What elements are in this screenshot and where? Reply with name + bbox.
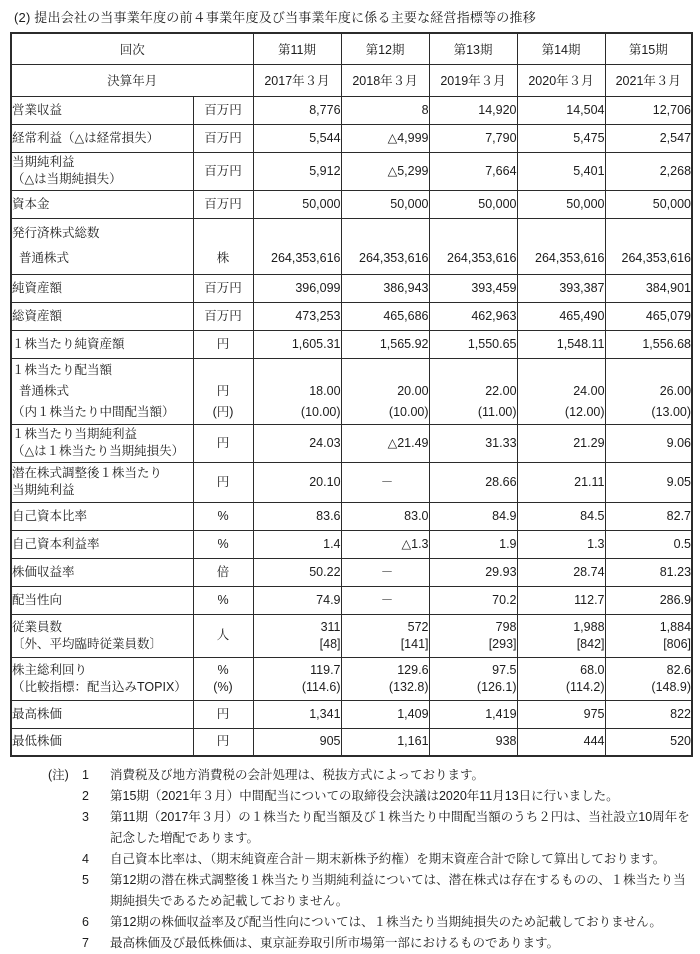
indicators-table — [10, 32, 693, 757]
row-label-cell: 総資産額 — [11, 302, 193, 330]
value-cell: 1,988 [842] — [517, 614, 605, 657]
round-label-cell: 回次 — [11, 33, 253, 64]
note-number: 4 — [82, 852, 89, 866]
value-cell: 29.93 — [429, 558, 517, 586]
fiscal-month-cell: 2017年３月 — [253, 64, 341, 96]
value-cell: 465,686 — [341, 302, 429, 330]
note-item — [48, 870, 691, 912]
table-row — [11, 462, 692, 502]
row-label-cell: 純資産額 — [11, 274, 193, 302]
row-label-cell: １株当たり純資産額 — [11, 330, 193, 358]
value-cell: 83.0 — [341, 502, 429, 530]
value-cell: 1,605.31 — [253, 330, 341, 358]
table-row — [11, 502, 692, 530]
value-cell: 8 — [341, 96, 429, 124]
value-cell: 5,475 — [517, 124, 605, 152]
value-cell: 798 [293] — [429, 614, 517, 657]
row-unit-cell: 人 — [193, 614, 253, 657]
table-row — [11, 657, 692, 700]
value-cell: 129.6 (132.8) — [341, 657, 429, 700]
value-cell: △5,299 — [341, 152, 429, 190]
value-cell: 1.3 — [517, 530, 605, 558]
table-row — [11, 190, 692, 218]
value-cell: 20.10 — [253, 462, 341, 502]
row-label-cell: 経常利益（△は経常損失） — [11, 124, 193, 152]
table-row — [11, 302, 692, 330]
value-cell: － — [341, 558, 429, 586]
row-unit-cell: 百万円 — [193, 302, 253, 330]
value-cell: 393,387 — [517, 274, 605, 302]
note-item — [48, 933, 691, 954]
value-cell: 462,963 — [429, 302, 517, 330]
period-header-cell: 第15期 — [605, 33, 692, 64]
row-label-cell: 株価収益率 — [11, 558, 193, 586]
table-row — [11, 96, 692, 124]
row-label-cell: 発行済株式総数 普通株式 — [11, 218, 193, 274]
note-item — [48, 912, 691, 933]
value-cell: 74.9 — [253, 586, 341, 614]
value-cell: △1.3 — [341, 530, 429, 558]
note-text: 自己資本比率は、（期末純資産合計－期末新株予約権）を期末資産合計で除して算出しております。 — [110, 852, 666, 866]
table-row — [11, 558, 692, 586]
value-cell: 81.23 — [605, 558, 692, 586]
note-text: 第11期（2017年３月）の１株当たり配当額及び１株当たり中間配当額のうち２円は、当社設立10周年を記念した増配であります。 — [110, 810, 690, 845]
table-row — [11, 614, 692, 657]
value-cell: 9.05 — [605, 462, 692, 502]
value-cell: 50,000 — [253, 190, 341, 218]
table-row — [11, 358, 692, 424]
value-cell: 24.00 (12.00) — [517, 358, 605, 424]
value-cell: 82.6 (148.9) — [605, 657, 692, 700]
value-cell: 572 [141] — [341, 614, 429, 657]
value-cell: 12,706 — [605, 96, 692, 124]
note-item — [48, 786, 691, 807]
note-marker: (注) — [48, 768, 69, 782]
row-label-cell: 株主総利回り （比較指標：配当込みTOPIX） — [11, 657, 193, 700]
value-cell: 286.9 — [605, 586, 692, 614]
value-cell: 9.06 — [605, 424, 692, 462]
note-number: 6 — [82, 915, 89, 929]
value-cell: 2,268 — [605, 152, 692, 190]
value-cell: 8,776 — [253, 96, 341, 124]
table-row — [11, 124, 692, 152]
value-cell: 1,419 — [429, 700, 517, 728]
table-row — [11, 218, 692, 274]
value-cell: 14,920 — [429, 96, 517, 124]
fiscal-month-cell: 2020年３月 — [517, 64, 605, 96]
value-cell: 7,664 — [429, 152, 517, 190]
value-cell: 1,556.68 — [605, 330, 692, 358]
row-unit-cell: 百万円 — [193, 124, 253, 152]
row-unit-cell: % (%) — [193, 657, 253, 700]
value-cell: 264,353,616 — [341, 218, 429, 274]
value-cell: △21.49 — [341, 424, 429, 462]
notes-section — [48, 765, 691, 954]
page-title: (2) 提出会社の当事業年度の前４事業年度及び当事業年度に係る主要な経営指標等の推移 — [14, 10, 536, 25]
note-text: 最高株価及び最低株価は、東京証券取引所市場第一部におけるものであります。 — [110, 936, 560, 950]
note-text: 第12期の潜在株式調整後１株当たり当期純利益については、潜在株式は存在するものの、１株当たり当期純損失であるため記載しておりません。 — [110, 873, 686, 908]
value-cell: 7,790 — [429, 124, 517, 152]
value-cell: 264,353,616 — [605, 218, 692, 274]
value-cell: 21.11 — [517, 462, 605, 502]
value-cell: 905 — [253, 728, 341, 756]
fiscal-month-cell: 2021年３月 — [605, 64, 692, 96]
note-text: 消費税及び地方消費税の会計処理は、税抜方式によっております。 — [110, 768, 485, 782]
value-cell: 24.03 — [253, 424, 341, 462]
table-row — [11, 330, 692, 358]
value-cell: 112.7 — [517, 586, 605, 614]
period-header-cell: 第13期 — [429, 33, 517, 64]
value-cell: 20.00 (10.00) — [341, 358, 429, 424]
note-item — [48, 765, 691, 786]
value-cell: 5,544 — [253, 124, 341, 152]
row-label-cell: 最高株価 — [11, 700, 193, 728]
value-cell: 50,000 — [429, 190, 517, 218]
value-cell: △4,999 — [341, 124, 429, 152]
fiscal-month-cell: 2019年３月 — [429, 64, 517, 96]
row-label-cell: １株当たり配当額 普通株式 （内１株当たり中間配当額） — [11, 358, 193, 424]
value-cell: 1.4 — [253, 530, 341, 558]
value-cell: 1,409 — [341, 700, 429, 728]
value-cell: 18.00 (10.00) — [253, 358, 341, 424]
value-cell: 384,901 — [605, 274, 692, 302]
row-label-cell: 最低株価 — [11, 728, 193, 756]
row-label-cell: １株当たり当期純利益 （△は１株当たり当期純損失） — [11, 424, 193, 462]
value-cell: 1,161 — [341, 728, 429, 756]
row-unit-cell: % — [193, 502, 253, 530]
value-cell: 5,401 — [517, 152, 605, 190]
value-cell: 1,341 — [253, 700, 341, 728]
period-header-cell: 第14期 — [517, 33, 605, 64]
value-cell: 97.5 (126.1) — [429, 657, 517, 700]
note-number: 2 — [82, 789, 89, 803]
value-cell: 119.7 (114.6) — [253, 657, 341, 700]
value-cell: 396,099 — [253, 274, 341, 302]
value-cell: 0.5 — [605, 530, 692, 558]
value-cell: 82.7 — [605, 502, 692, 530]
table-row — [11, 700, 692, 728]
row-unit-cell: 百万円 — [193, 152, 253, 190]
row-label-cell: 従業員数 〔外、平均臨時従業員数〕 — [11, 614, 193, 657]
value-cell: 26.00 (13.00) — [605, 358, 692, 424]
note-number: 3 — [82, 810, 89, 824]
row-unit-cell: % — [193, 586, 253, 614]
table-row — [11, 152, 692, 190]
value-cell: 264,353,616 — [517, 218, 605, 274]
value-cell: 444 — [517, 728, 605, 756]
value-cell: 50,000 — [517, 190, 605, 218]
period-header-cell: 第12期 — [341, 33, 429, 64]
note-number: 5 — [82, 873, 89, 887]
value-cell: 83.6 — [253, 502, 341, 530]
value-cell: 1,550.65 — [429, 330, 517, 358]
fiscal-month-cell: 2018年３月 — [341, 64, 429, 96]
value-cell: 975 — [517, 700, 605, 728]
value-cell: 50.22 — [253, 558, 341, 586]
note-item — [48, 807, 691, 849]
value-cell: 386,943 — [341, 274, 429, 302]
table-row — [11, 274, 692, 302]
note-text: 第15期（2021年３月）中間配当についての取締役会決議は2020年11月13日に行いました。 — [110, 789, 619, 803]
value-cell: 264,353,616 — [429, 218, 517, 274]
fiscal-label-cell: 決算年月 — [11, 64, 253, 96]
value-cell: 1.9 — [429, 530, 517, 558]
row-unit-cell: 百万円 — [193, 274, 253, 302]
row-unit-cell: % — [193, 530, 253, 558]
value-cell: － — [341, 586, 429, 614]
value-cell: 84.5 — [517, 502, 605, 530]
value-cell: 28.74 — [517, 558, 605, 586]
value-cell: 28.66 — [429, 462, 517, 502]
value-cell: 31.33 — [429, 424, 517, 462]
row-label-cell: 配当性向 — [11, 586, 193, 614]
header-row-round — [11, 33, 692, 64]
value-cell: 264,353,616 — [253, 218, 341, 274]
value-cell: 50,000 — [605, 190, 692, 218]
row-unit-cell: 円 — [193, 728, 253, 756]
note-number: 1 — [82, 768, 89, 782]
row-unit-cell: 円 — [193, 330, 253, 358]
value-cell: 1,565.92 — [341, 330, 429, 358]
value-cell: 2,547 — [605, 124, 692, 152]
row-unit-cell: 倍 — [193, 558, 253, 586]
row-unit-cell: 円 (円) — [193, 358, 253, 424]
table-row — [11, 728, 692, 756]
row-unit-cell: 百万円 — [193, 96, 253, 124]
header-row-fiscal — [11, 64, 692, 96]
row-unit-cell: 百万円 — [193, 190, 253, 218]
period-header-cell: 第11期 — [253, 33, 341, 64]
value-cell: 70.2 — [429, 586, 517, 614]
row-unit-cell: 株 — [193, 218, 253, 274]
table-row — [11, 424, 692, 462]
note-number: 7 — [82, 936, 89, 950]
value-cell: 5,912 — [253, 152, 341, 190]
value-cell: 520 — [605, 728, 692, 756]
value-cell: 1,884 [806] — [605, 614, 692, 657]
value-cell: 938 — [429, 728, 517, 756]
value-cell: 473,253 — [253, 302, 341, 330]
row-unit-cell: 円 — [193, 462, 253, 502]
row-label-cell: 営業収益 — [11, 96, 193, 124]
value-cell: 465,079 — [605, 302, 692, 330]
row-unit-cell: 円 — [193, 424, 253, 462]
row-label-cell: 潜在株式調整後１株当たり 当期純利益 — [11, 462, 193, 502]
table-row — [11, 586, 692, 614]
row-label-cell: 当期純利益 （△は当期純損失） — [11, 152, 193, 190]
value-cell: 84.9 — [429, 502, 517, 530]
value-cell: 50,000 — [341, 190, 429, 218]
value-cell: 22.00 (11.00) — [429, 358, 517, 424]
note-text: 第12期の株価収益率及び配当性向については、１株当たり当期純損失のため記載しておりません。 — [110, 915, 662, 929]
row-label-cell: 自己資本比率 — [11, 502, 193, 530]
value-cell: 393,459 — [429, 274, 517, 302]
note-item — [48, 849, 691, 870]
row-unit-cell: 円 — [193, 700, 253, 728]
value-cell: 311 [48] — [253, 614, 341, 657]
value-cell: 822 — [605, 700, 692, 728]
table-row — [11, 530, 692, 558]
row-label-cell: 自己資本利益率 — [11, 530, 193, 558]
value-cell: － — [341, 462, 429, 502]
value-cell: 14,504 — [517, 96, 605, 124]
value-cell: 465,490 — [517, 302, 605, 330]
row-label-cell: 資本金 — [11, 190, 193, 218]
value-cell: 68.0 (114.2) — [517, 657, 605, 700]
value-cell: 1,548.11 — [517, 330, 605, 358]
value-cell: 21.29 — [517, 424, 605, 462]
